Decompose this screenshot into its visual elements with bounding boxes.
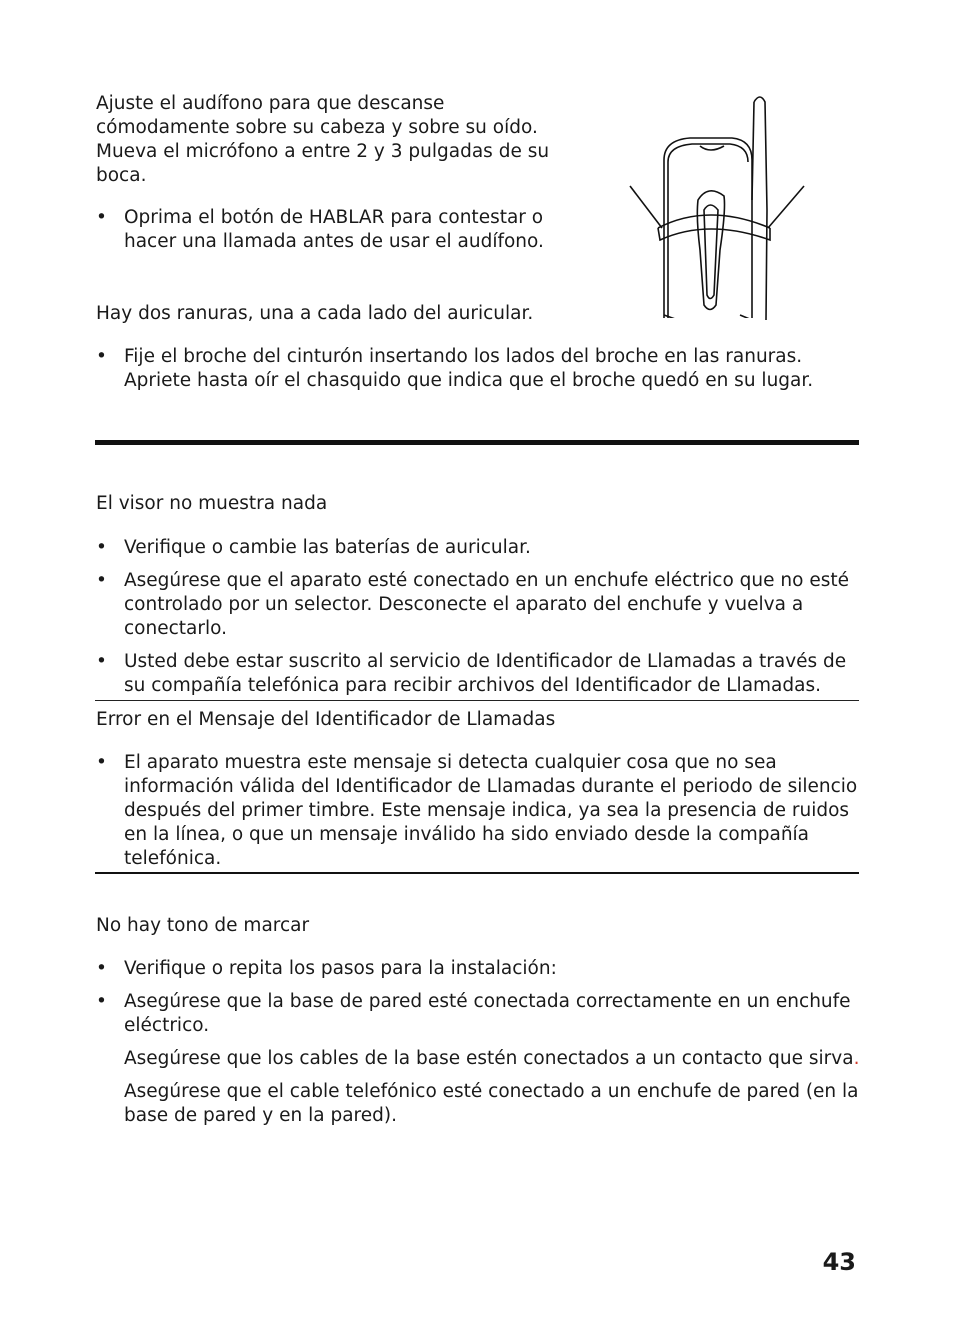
adjust-line: Mueva el micrófono a entre 2 y 3 pulgadas de su bbox=[96, 141, 550, 162]
adjust-paragraph bbox=[96, 92, 566, 188]
bullet-text-line: controlado por un selector. Desconecte el aparato del enchufe y vuelva a bbox=[124, 594, 804, 615]
bullet-dot: • bbox=[96, 752, 107, 773]
section-heading-display: El visor no muestra nada bbox=[96, 493, 328, 514]
adjust-line: cómodamente sobre su cabeza y sobre su oído. bbox=[96, 117, 538, 138]
bullet-text-line: El aparato muestra este mensaje si detecta cualquier cosa que no sea bbox=[124, 752, 777, 773]
bullet-text-line: telefónica. bbox=[124, 848, 222, 869]
section-divider-thick bbox=[95, 440, 859, 445]
bullet-text-line: información válida del Identificador de Llamadas durante el periodo de silencio bbox=[124, 776, 858, 797]
section-heading-dialtone: No hay tono de marcar bbox=[96, 915, 310, 936]
bullet-dot: • bbox=[96, 346, 107, 367]
bullet-text-line: en la línea, o que un mensaje inválido ha sido enviado desde la compañía bbox=[124, 824, 810, 845]
bullet-dot: • bbox=[96, 537, 107, 558]
slots-paragraph: Hay dos ranuras, una a cada lado del auricular. bbox=[96, 303, 534, 324]
bullet-text-line: Verifique o repita los pasos para la instalación: bbox=[124, 958, 557, 979]
dialtone-note-cables-period: . bbox=[853, 1048, 860, 1069]
bullet-text-line: su compañía telefónica para recibir archivos del Identificador de Llamadas. bbox=[124, 675, 821, 696]
bullet-text-line: Asegúrese que la base de pared esté conectada correctamente en un enchufe bbox=[124, 991, 851, 1012]
bullet-dot: • bbox=[96, 207, 107, 228]
bullet-text-line: Apriete hasta oír el chasquido que indica que el broche quedó en su lugar. bbox=[124, 370, 814, 391]
bullet-text-line: hacer una llamada antes de usar el audífono. bbox=[124, 231, 544, 252]
bullet-text-line: Usted debe estar suscrito al servicio de Identificador de Llamadas a través de bbox=[124, 651, 847, 672]
bullet-text-line: Asegúrese que el aparato esté conectado en un enchufe eléctrico que no esté bbox=[124, 570, 849, 591]
bullet-text-line: Oprima el botón de HABLAR para contestar o bbox=[124, 207, 544, 228]
handset-belt-clip-illustration bbox=[620, 90, 820, 325]
dialtone-note-cables bbox=[124, 1047, 864, 1071]
bullet-text-line: conectarlo. bbox=[124, 618, 227, 639]
dialtone-note-phone-cable bbox=[124, 1080, 864, 1128]
bullet-dot: • bbox=[96, 651, 107, 672]
bullet-dot: • bbox=[96, 570, 107, 591]
bullet-text-line: después del primer timbre. Este mensaje indica, ya sea la presencia de ruidos bbox=[124, 800, 850, 821]
page-number: 43 bbox=[822, 1248, 856, 1276]
adjust-line: boca. bbox=[96, 165, 147, 186]
section-divider-mid bbox=[95, 872, 859, 874]
section-divider-thin bbox=[95, 700, 859, 701]
section-heading-error: Error en el Mensaje del Identificador de Llamadas bbox=[96, 709, 556, 730]
bullet-text-line: Fije el broche del cinturón insertando los lados del broche en las ranuras. bbox=[124, 346, 803, 367]
bullet-text-line: eléctrico. bbox=[124, 1015, 210, 1036]
note-text-line: Asegúrese que el cable telefónico esté conectado a un enchufe de pared (en la bbox=[124, 1081, 859, 1102]
dialtone-note-cables-text: Asegúrese que los cables de la base estén conectados a un contacto que sirva bbox=[124, 1048, 854, 1069]
bullet-dot: • bbox=[96, 958, 107, 979]
bullet-dot: • bbox=[96, 991, 107, 1012]
note-text-line: base de pared y en la pared). bbox=[124, 1105, 397, 1126]
adjust-line: Ajuste el audífono para que descanse bbox=[96, 93, 445, 114]
bullet-text-line: Verifique o cambie las baterías de auricular. bbox=[124, 537, 531, 558]
